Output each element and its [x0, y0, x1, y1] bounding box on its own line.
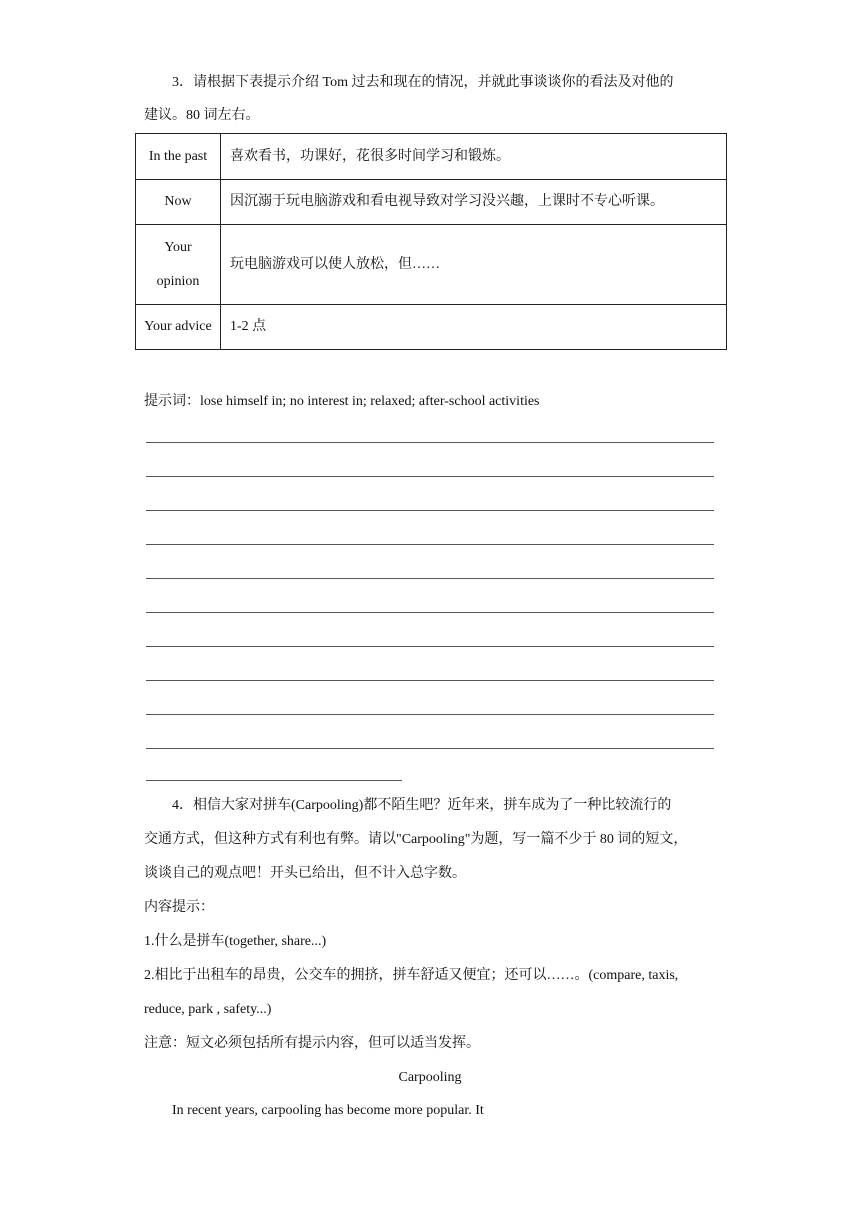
row-label-advice: Your advice: [136, 305, 221, 350]
q3-prompt-line-2: 建议。80 词左右。: [144, 108, 260, 123]
q4-note: 注意：短文必须包括所有提示内容，但可以适当发挥。: [144, 1036, 480, 1051]
q4-point-2-line-1: 2.相比于出租车的昂贵，公交车的拥挤，拼车舒适又便宜；还可以……。(compare, taxis,: [144, 968, 679, 983]
answer-line[interactable]: [146, 578, 714, 579]
q4-prompt-line-1: 4．相信大家对拼车(Carpooling)都不陌生吧？近年来，拼车成为了一种比较流行的: [172, 798, 672, 813]
table-row-advice: [136, 305, 727, 350]
answer-line[interactable]: [146, 646, 714, 647]
row-content-advice: 1-2 点: [221, 305, 727, 350]
q4-prompt-line-3: 谈谈自己的观点吧！开头已给出，但不计入总字数。: [144, 866, 466, 881]
answer-line-last[interactable]: [146, 780, 402, 781]
answer-line[interactable]: [146, 442, 714, 443]
answer-line[interactable]: [146, 748, 714, 749]
answer-line[interactable]: [146, 544, 714, 545]
q4-prompt-line-2: 交通方式，但这种方式有利也有弊。请以"Carpooling"为题，写一篇不少于 80 词的短文，: [144, 832, 688, 847]
row-label-past: In the past: [136, 134, 221, 180]
answer-line[interactable]: [146, 510, 714, 511]
q3-info-table: [135, 133, 727, 350]
row-content-past: 喜欢看书，功课好，花很多时间学习和锻炼。: [221, 134, 727, 180]
q4-content-hint-title: 内容提示：: [144, 900, 214, 915]
answer-line[interactable]: [146, 612, 714, 613]
q4-point-1: 1.什么是拼车(together, share...): [144, 934, 327, 949]
table-row-opinion: [136, 225, 727, 305]
row-label-now: Now: [136, 180, 221, 225]
table-row-now: [136, 180, 727, 225]
row-content-now: 因沉溺于玩电脑游戏和看电视导致对学习没兴趣，上课时不专心听课。: [221, 180, 727, 225]
row-label-opinion: [136, 225, 221, 305]
answer-line[interactable]: [146, 476, 714, 477]
q4-essay-start: In recent years, carpooling has become more popular. It: [172, 1103, 484, 1118]
q3-hint-words: 提示词：lose himself in; no interest in; relaxed; after-school activities: [144, 394, 540, 409]
q4-essay-title: Carpooling: [398, 1070, 462, 1085]
answer-line[interactable]: [146, 714, 714, 715]
answer-line[interactable]: [146, 680, 714, 681]
q3-prompt-line-1: 3．请根据下表提示介绍 Tom 过去和现在的情况，并就此事谈谈你的看法及对他的: [172, 75, 674, 90]
row-label-opinion-line-2: opinion: [156, 273, 200, 289]
row-content-opinion: 玩电脑游戏可以使人放松，但……: [221, 225, 727, 305]
table-row-past: [136, 134, 727, 180]
row-label-opinion-line-1: Your: [164, 239, 192, 255]
q4-point-2-line-2: reduce, park , safety...): [144, 1002, 272, 1017]
